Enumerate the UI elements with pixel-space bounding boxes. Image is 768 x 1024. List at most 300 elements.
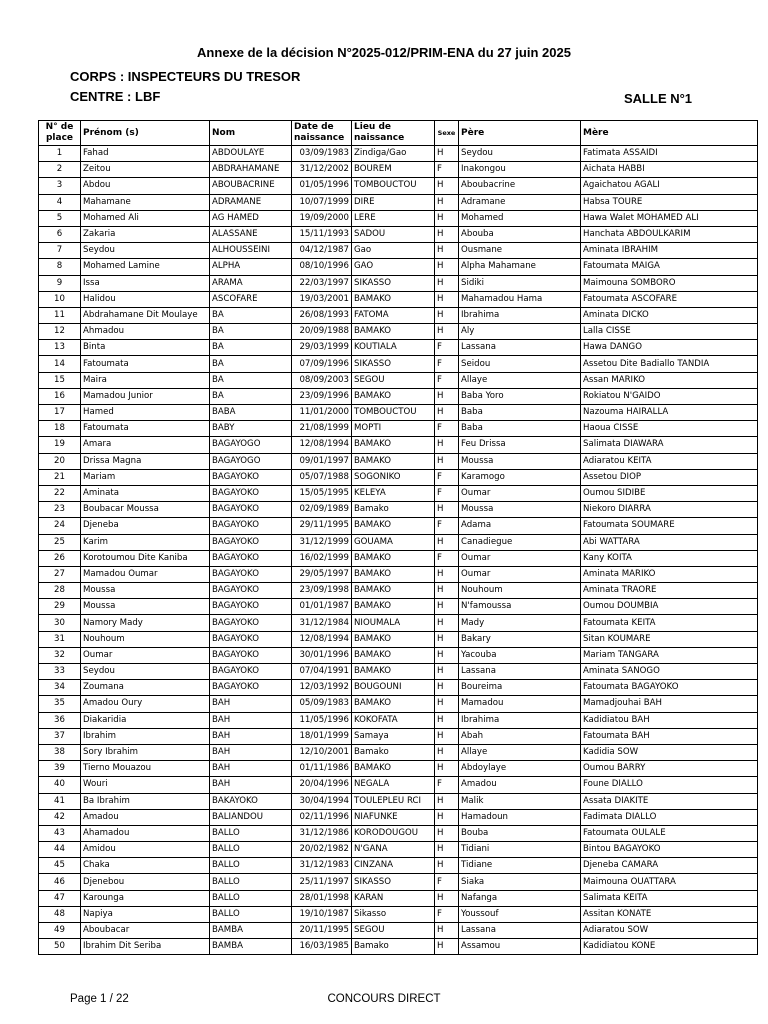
cell-sexe: F — [435, 469, 459, 485]
cell-nom: BALLO — [210, 858, 292, 874]
cell-mere: Fadimata DIALLO — [581, 809, 758, 825]
table-row — [39, 324, 758, 340]
cell-sexe: H — [435, 178, 459, 194]
cell-sexe: H — [435, 939, 459, 955]
cell-prenom: Oumar — [81, 647, 210, 663]
cell-mere: Assetou Dite Badiallo TANDIA — [581, 356, 758, 372]
cell-nom: BAMBA — [210, 939, 292, 955]
cell-pere: Abdoylaye — [459, 761, 581, 777]
cell-place: 34 — [39, 680, 81, 696]
column-header-mere: Mère — [581, 121, 758, 146]
cell-pere: Tidiani — [459, 842, 581, 858]
cell-mere: Oumou BARRY — [581, 761, 758, 777]
cell-mere: Assetou DIOP — [581, 469, 758, 485]
cell-lieu: BAMAKO — [352, 518, 435, 534]
cell-mere: Fatoumata SOUMARE — [581, 518, 758, 534]
cell-date: 31/12/2002 — [292, 162, 352, 178]
cell-mere: Oumou DOUMBIA — [581, 599, 758, 615]
cell-sexe: H — [435, 388, 459, 404]
cell-prenom: Karim — [81, 534, 210, 550]
cell-pere: Tidiane — [459, 858, 581, 874]
cell-mere: Aminata MARIKO — [581, 566, 758, 582]
cell-place: 32 — [39, 647, 81, 663]
cell-lieu: BAMAKO — [352, 647, 435, 663]
cell-mere: Salimata KEITA — [581, 890, 758, 906]
cell-prenom: Fatoumata — [81, 421, 210, 437]
column-header-date: Date de naissance — [292, 121, 352, 146]
cell-date: 11/05/1996 — [292, 712, 352, 728]
cell-nom: BAGAYOKO — [210, 583, 292, 599]
cell-mere: Sitan KOUMARE — [581, 631, 758, 647]
table-row — [39, 923, 758, 939]
cell-mere: Foune DIALLO — [581, 777, 758, 793]
cell-date: 11/01/2000 — [292, 405, 352, 421]
page-number: Page 1 / 22 — [70, 993, 129, 1005]
cell-prenom: Karounga — [81, 890, 210, 906]
cell-lieu: BAMAKO — [352, 583, 435, 599]
table-row — [39, 583, 758, 599]
cell-pere: Aboubacrine — [459, 178, 581, 194]
cell-pere: Abah — [459, 728, 581, 744]
cell-lieu: BAMAKO — [352, 291, 435, 307]
table-row — [39, 307, 758, 323]
cell-nom: BALLO — [210, 890, 292, 906]
cell-place: 50 — [39, 939, 81, 955]
cell-pere: Nafanga — [459, 890, 581, 906]
table-row — [39, 599, 758, 615]
cell-place: 44 — [39, 842, 81, 858]
cell-date: 28/01/1998 — [292, 890, 352, 906]
table-row — [39, 566, 758, 582]
cell-lieu: BAMAKO — [352, 566, 435, 582]
cell-sexe: H — [435, 664, 459, 680]
cell-mere: Adiaratou SOW — [581, 923, 758, 939]
cell-nom: BAH — [210, 728, 292, 744]
cell-sexe: H — [435, 146, 459, 162]
corps-title: CORPS : INSPECTEURS DU TRESOR — [70, 69, 301, 84]
cell-nom: BA — [210, 307, 292, 323]
cell-date: 04/12/1987 — [292, 243, 352, 259]
cell-date: 03/09/1983 — [292, 146, 352, 162]
table-row — [39, 372, 758, 388]
cell-nom: BAGAYOKO — [210, 680, 292, 696]
cell-nom: BAGAYOKO — [210, 469, 292, 485]
cell-sexe: H — [435, 259, 459, 275]
cell-place: 30 — [39, 615, 81, 631]
cell-prenom: Korotoumou Dite Kaniba — [81, 550, 210, 566]
cell-lieu: BOUREM — [352, 162, 435, 178]
cell-place: 47 — [39, 890, 81, 906]
cell-prenom: Zoumana — [81, 680, 210, 696]
cell-prenom: Amadou — [81, 809, 210, 825]
cell-mere: Aminata DICKO — [581, 307, 758, 323]
cell-nom: BAGAYOKO — [210, 631, 292, 647]
cell-place: 16 — [39, 388, 81, 404]
cell-lieu: BAMAKO — [352, 324, 435, 340]
cell-prenom: Mamadou Oumar — [81, 566, 210, 582]
cell-place: 11 — [39, 307, 81, 323]
cell-pere: Aly — [459, 324, 581, 340]
cell-place: 33 — [39, 664, 81, 680]
cell-date: 08/10/1996 — [292, 259, 352, 275]
cell-prenom: Halidou — [81, 291, 210, 307]
cell-prenom: Aminata — [81, 485, 210, 501]
cell-lieu: Bamako — [352, 502, 435, 518]
cell-prenom: Fatoumata — [81, 356, 210, 372]
cell-lieu: SIKASSO — [352, 874, 435, 890]
cell-place: 7 — [39, 243, 81, 259]
cell-place: 43 — [39, 825, 81, 841]
cell-prenom: Abdou — [81, 178, 210, 194]
cell-sexe: F — [435, 340, 459, 356]
table-row — [39, 502, 758, 518]
cell-place: 5 — [39, 210, 81, 226]
cell-lieu: BAMAKO — [352, 550, 435, 566]
cell-date: 22/03/1997 — [292, 275, 352, 291]
cell-nom: BALLO — [210, 906, 292, 922]
cell-lieu: TOULEPLEU RCI — [352, 793, 435, 809]
cell-date: 01/11/1986 — [292, 761, 352, 777]
cell-date: 20/02/1982 — [292, 842, 352, 858]
cell-lieu: GAO — [352, 259, 435, 275]
cell-place: 38 — [39, 744, 81, 760]
table-row — [39, 340, 758, 356]
cell-sexe: F — [435, 162, 459, 178]
cell-sexe: H — [435, 761, 459, 777]
cell-date: 05/09/1983 — [292, 696, 352, 712]
cell-sexe: F — [435, 485, 459, 501]
cell-pere: Lassana — [459, 340, 581, 356]
cell-sexe: H — [435, 744, 459, 760]
cell-place: 17 — [39, 405, 81, 421]
table-row — [39, 243, 758, 259]
cell-mere: Kadidiatou BAH — [581, 712, 758, 728]
cell-lieu: Bamako — [352, 939, 435, 955]
cell-nom: BAGAYOKO — [210, 615, 292, 631]
cell-lieu: GOUAMA — [352, 534, 435, 550]
cell-mere: Adiaratou KEITA — [581, 453, 758, 469]
cell-sexe: H — [435, 583, 459, 599]
cell-place: 25 — [39, 534, 81, 550]
cell-pere: Abouba — [459, 226, 581, 242]
cell-nom: BA — [210, 388, 292, 404]
cell-pere: Amadou — [459, 777, 581, 793]
cell-nom: BAMBA — [210, 923, 292, 939]
cell-date: 12/03/1992 — [292, 680, 352, 696]
cell-lieu: CINZANA — [352, 858, 435, 874]
cell-sexe: H — [435, 291, 459, 307]
cell-prenom: Tierno Mouazou — [81, 761, 210, 777]
table-row — [39, 712, 758, 728]
table-row — [39, 793, 758, 809]
cell-lieu: SIKASSO — [352, 275, 435, 291]
cell-sexe: H — [435, 858, 459, 874]
cell-sexe: H — [435, 194, 459, 210]
cell-date: 31/12/1984 — [292, 615, 352, 631]
cell-nom: BAGAYOKO — [210, 566, 292, 582]
cell-nom: BAH — [210, 712, 292, 728]
cell-prenom: Diakaridia — [81, 712, 210, 728]
cell-pere: Yacouba — [459, 647, 581, 663]
table-row — [39, 696, 758, 712]
cell-date: 09/01/1997 — [292, 453, 352, 469]
cell-lieu: Bamako — [352, 744, 435, 760]
cell-date: 16/02/1999 — [292, 550, 352, 566]
cell-lieu: BAMAKO — [352, 696, 435, 712]
cell-sexe: F — [435, 550, 459, 566]
cell-nom: BAH — [210, 761, 292, 777]
cell-nom: BALLO — [210, 842, 292, 858]
cell-pere: Hamadoun — [459, 809, 581, 825]
column-header-place: N° de place — [39, 121, 81, 146]
cell-pere: Feu Drissa — [459, 437, 581, 453]
cell-pere: Oumar — [459, 485, 581, 501]
cell-nom: ALHOUSSEINI — [210, 243, 292, 259]
table-row — [39, 275, 758, 291]
cell-nom: BALLO — [210, 874, 292, 890]
cell-prenom: Fahad — [81, 146, 210, 162]
table-row — [39, 858, 758, 874]
table-row — [39, 939, 758, 955]
cell-mere: Kadidia SOW — [581, 744, 758, 760]
cell-place: 19 — [39, 437, 81, 453]
cell-date: 20/11/1995 — [292, 923, 352, 939]
table-row — [39, 485, 758, 501]
cell-sexe: F — [435, 356, 459, 372]
cell-date: 21/08/1999 — [292, 421, 352, 437]
cell-date: 01/01/1987 — [292, 599, 352, 615]
cell-prenom: Namory Mady — [81, 615, 210, 631]
cell-place: 48 — [39, 906, 81, 922]
table-row — [39, 469, 758, 485]
cell-date: 19/03/2001 — [292, 291, 352, 307]
cell-lieu: BAMAKO — [352, 599, 435, 615]
cell-date: 20/04/1996 — [292, 777, 352, 793]
table-row — [39, 162, 758, 178]
cell-prenom: Seydou — [81, 664, 210, 680]
cell-pere: Seydou — [459, 146, 581, 162]
table-row — [39, 210, 758, 226]
cell-sexe: H — [435, 534, 459, 550]
cell-nom: BAGAYOKO — [210, 599, 292, 615]
table-row — [39, 890, 758, 906]
cell-sexe: F — [435, 874, 459, 890]
cell-sexe: H — [435, 923, 459, 939]
cell-date: 15/11/1993 — [292, 226, 352, 242]
cell-lieu: Sikasso — [352, 906, 435, 922]
cell-date: 20/09/1988 — [292, 324, 352, 340]
cell-pere: Nouhoum — [459, 583, 581, 599]
cell-nom: ARAMA — [210, 275, 292, 291]
cell-lieu: BOUGOUNI — [352, 680, 435, 696]
cell-place: 3 — [39, 178, 81, 194]
cell-pere: Adama — [459, 518, 581, 534]
table-row — [39, 809, 758, 825]
cell-sexe: F — [435, 518, 459, 534]
cell-mere: Fatoumata BAH — [581, 728, 758, 744]
cell-lieu: LERE — [352, 210, 435, 226]
cell-pere: Baba — [459, 405, 581, 421]
cell-sexe: H — [435, 793, 459, 809]
cell-mere: Fatoumata ASCOFARE — [581, 291, 758, 307]
cell-sexe: H — [435, 405, 459, 421]
cell-mere: Hawa Walet MOHAMED ALI — [581, 210, 758, 226]
cell-lieu: BAMAKO — [352, 453, 435, 469]
cell-prenom: Issa — [81, 275, 210, 291]
cell-nom: AG HAMED — [210, 210, 292, 226]
cell-date: 12/08/1994 — [292, 631, 352, 647]
cell-nom: BA — [210, 356, 292, 372]
cell-place: 1 — [39, 146, 81, 162]
cell-nom: BAH — [210, 777, 292, 793]
cell-date: 23/09/1996 — [292, 388, 352, 404]
cell-pere: Canadiegue — [459, 534, 581, 550]
cell-mere: Bintou BAGAYOKO — [581, 842, 758, 858]
table-row — [39, 421, 758, 437]
cell-pere: Assamou — [459, 939, 581, 955]
cell-prenom: Mamadou Junior — [81, 388, 210, 404]
cell-sexe: H — [435, 615, 459, 631]
cell-sexe: H — [435, 502, 459, 518]
cell-lieu: BAMAKO — [352, 761, 435, 777]
cell-nom: BAGAYOKO — [210, 664, 292, 680]
cell-lieu: Zindiga/Gao — [352, 146, 435, 162]
table-row — [39, 388, 758, 404]
cell-date: 23/09/1998 — [292, 583, 352, 599]
cell-nom: BABA — [210, 405, 292, 421]
table-header-row — [39, 121, 758, 146]
cell-place: 14 — [39, 356, 81, 372]
cell-date: 05/07/1988 — [292, 469, 352, 485]
cell-mere: Maimouna OUATTARA — [581, 874, 758, 890]
cell-pere: Sidiki — [459, 275, 581, 291]
cell-date: 31/12/1983 — [292, 858, 352, 874]
cell-sexe: H — [435, 842, 459, 858]
cell-date: 19/09/2000 — [292, 210, 352, 226]
cell-nom: BABY — [210, 421, 292, 437]
cell-mere: Fatoumata MAIGA — [581, 259, 758, 275]
cell-date: 25/11/1997 — [292, 874, 352, 890]
cell-place: 35 — [39, 696, 81, 712]
cell-prenom: Ahamadou — [81, 825, 210, 841]
cell-prenom: Napiya — [81, 906, 210, 922]
cell-sexe: H — [435, 243, 459, 259]
cell-prenom: Ibrahim Dit Seriba — [81, 939, 210, 955]
concours-label: CONCOURS DIRECT — [327, 993, 441, 1005]
cell-nom: BAGAYOKO — [210, 534, 292, 550]
cell-lieu: NEGALA — [352, 777, 435, 793]
cell-place: 12 — [39, 324, 81, 340]
cell-date: 30/01/1996 — [292, 647, 352, 663]
cell-lieu: SOGONIKO — [352, 469, 435, 485]
table-row — [39, 534, 758, 550]
table-row — [39, 744, 758, 760]
table-row — [39, 178, 758, 194]
cell-lieu: BAMAKO — [352, 664, 435, 680]
cell-date: 16/03/1985 — [292, 939, 352, 955]
cell-prenom: Zeitou — [81, 162, 210, 178]
cell-sexe: H — [435, 210, 459, 226]
cell-nom: BAGAYOGO — [210, 453, 292, 469]
cell-prenom: Wouri — [81, 777, 210, 793]
cell-sexe: H — [435, 647, 459, 663]
cell-sexe: H — [435, 825, 459, 841]
cell-lieu: Gao — [352, 243, 435, 259]
cell-nom: ABDOULAYE — [210, 146, 292, 162]
cell-date: 07/09/1996 — [292, 356, 352, 372]
cell-place: 21 — [39, 469, 81, 485]
cell-place: 37 — [39, 728, 81, 744]
cell-place: 22 — [39, 485, 81, 501]
cell-date: 12/10/2001 — [292, 744, 352, 760]
cell-pere: Moussa — [459, 502, 581, 518]
cell-nom: BAGAYOKO — [210, 647, 292, 663]
cell-nom: BAGAYOKO — [210, 550, 292, 566]
table-row — [39, 518, 758, 534]
cell-mere: Haoua CISSE — [581, 421, 758, 437]
cell-pere: Baba — [459, 421, 581, 437]
cell-prenom: Moussa — [81, 599, 210, 615]
cell-pere: Oumar — [459, 550, 581, 566]
table-row — [39, 842, 758, 858]
cell-sexe: H — [435, 696, 459, 712]
cell-lieu: SADOU — [352, 226, 435, 242]
cell-prenom: Djeneba — [81, 518, 210, 534]
cell-place: 31 — [39, 631, 81, 647]
cell-mere: Fatimata ASSAIDI — [581, 146, 758, 162]
cell-mere: Fatoumata OULALE — [581, 825, 758, 841]
cell-mere: Hawa DANGO — [581, 340, 758, 356]
cell-mere: Kany KOITA — [581, 550, 758, 566]
cell-date: 12/08/1994 — [292, 437, 352, 453]
cell-place: 29 — [39, 599, 81, 615]
cell-mere: Assitan KONATE — [581, 906, 758, 922]
cell-pere: Bouba — [459, 825, 581, 841]
column-header-nom: Nom — [210, 121, 292, 146]
cell-date: 31/12/1999 — [292, 534, 352, 550]
cell-pere: Allaye — [459, 744, 581, 760]
cell-place: 39 — [39, 761, 81, 777]
table-row — [39, 226, 758, 242]
cell-place: 49 — [39, 923, 81, 939]
cell-lieu: BAMAKO — [352, 437, 435, 453]
table-row — [39, 777, 758, 793]
table-row — [39, 874, 758, 890]
cell-nom: BAGAYOKO — [210, 518, 292, 534]
cell-mere: Assan MARIKO — [581, 372, 758, 388]
cell-place: 24 — [39, 518, 81, 534]
table-row — [39, 631, 758, 647]
cell-prenom: Maira — [81, 372, 210, 388]
cell-nom: BAGAYOKO — [210, 502, 292, 518]
table-row — [39, 761, 758, 777]
cell-place: 20 — [39, 453, 81, 469]
cell-prenom: Binta — [81, 340, 210, 356]
cell-sexe: H — [435, 453, 459, 469]
cell-prenom: Mohamed Ali — [81, 210, 210, 226]
cell-lieu: KORODOUGOU — [352, 825, 435, 841]
table-row — [39, 194, 758, 210]
cell-pere: Boureima — [459, 680, 581, 696]
cell-place: 40 — [39, 777, 81, 793]
cell-pere: Inakongou — [459, 162, 581, 178]
cell-nom: BALLO — [210, 825, 292, 841]
cell-nom: BAGAYOGO — [210, 437, 292, 453]
table-row — [39, 615, 758, 631]
cell-date: 19/10/1987 — [292, 906, 352, 922]
cell-pere: Lassana — [459, 923, 581, 939]
cell-prenom: Hamed — [81, 405, 210, 421]
